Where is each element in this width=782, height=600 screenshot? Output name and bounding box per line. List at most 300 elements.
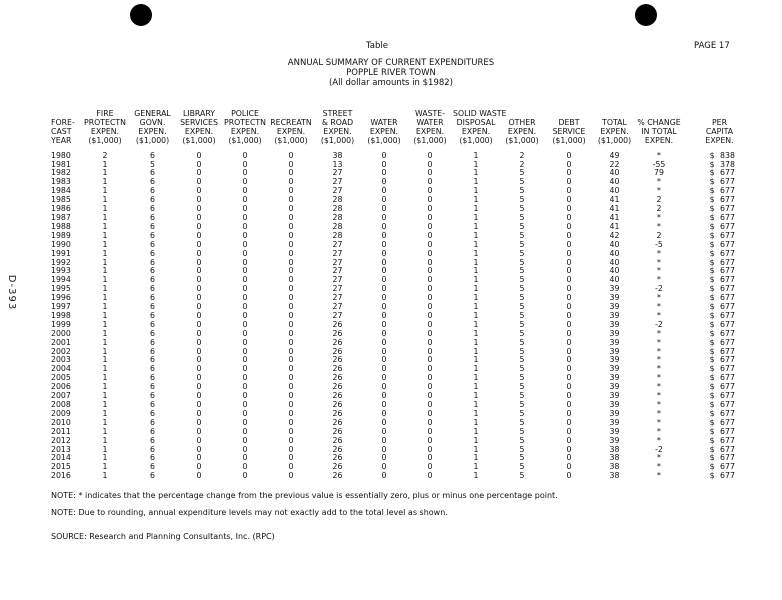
value-cell: 0 <box>566 426 572 436</box>
value-cell: 6 <box>150 266 155 276</box>
value-cell: 1 <box>102 239 108 249</box>
value-cell: 0 <box>196 293 202 303</box>
value-cell: 0 <box>242 275 248 285</box>
value-cell: 0 <box>242 426 248 436</box>
value-cell: 0 <box>427 391 433 401</box>
value-cell: 1 <box>102 319 108 329</box>
value-cell: 5 <box>519 382 525 392</box>
value-cell: 0 <box>196 435 202 445</box>
value-cell: 1 <box>102 195 108 205</box>
year-cell: 2016 <box>51 471 71 481</box>
value-cell: 27 <box>332 310 343 320</box>
value-cell: 0 <box>427 302 433 312</box>
per-capita-value: 677 <box>720 417 735 427</box>
value-cell: * <box>657 212 661 222</box>
value-cell: 5 <box>519 275 525 285</box>
value-cell: 0 <box>196 168 202 178</box>
dollar-sign: $ <box>709 204 715 214</box>
value-cell: 0 <box>381 364 387 374</box>
value-cell: 0 <box>427 453 433 463</box>
value-cell: 5 <box>519 310 525 320</box>
year-cell: 1984 <box>51 186 71 196</box>
dollar-sign: $ <box>709 364 715 374</box>
value-cell: 6 <box>150 426 155 436</box>
value-cell: 1 <box>102 186 108 196</box>
value-cell: 6 <box>150 248 155 258</box>
value-cell: 6 <box>150 328 155 338</box>
value-cell: 6 <box>150 186 155 196</box>
value-cell: 0 <box>566 186 572 196</box>
value-cell: 0 <box>427 337 433 347</box>
per-capita-value: 677 <box>720 435 735 445</box>
per-capita-value: 677 <box>720 177 735 187</box>
value-cell: 40 <box>609 239 620 249</box>
column-header-line: CAST <box>51 126 72 136</box>
value-cell: 26 <box>332 328 343 338</box>
value-cell: 5 <box>519 462 525 472</box>
value-cell: 0 <box>288 391 294 401</box>
per-capita-value: 677 <box>720 355 735 365</box>
value-cell: 0 <box>427 204 433 214</box>
value-cell: 0 <box>566 471 572 481</box>
per-capita-value: 677 <box>720 337 735 347</box>
table-row <box>51 437 757 446</box>
value-cell: 6 <box>150 355 155 365</box>
column-header-line: ($1,000) <box>274 135 308 145</box>
table-row <box>51 241 757 250</box>
value-cell: 26 <box>332 337 343 347</box>
table-row <box>51 446 757 455</box>
value-cell: 26 <box>332 355 343 365</box>
column-header <box>129 110 176 152</box>
column-header-line: RECREATN <box>270 117 312 127</box>
per-capita-value: 677 <box>720 284 735 294</box>
column-header <box>361 110 407 152</box>
value-cell: 0 <box>427 471 433 481</box>
per-capita-value: 677 <box>720 462 735 472</box>
column-header-line: PER <box>711 117 728 127</box>
value-cell: 0 <box>196 230 202 240</box>
value-cell: 27 <box>332 239 343 249</box>
value-cell: 6 <box>150 319 155 329</box>
per-capita-cell <box>682 472 757 481</box>
value-cell: 1 <box>473 471 479 481</box>
value-cell: 0 <box>566 310 572 320</box>
value-cell: 1 <box>473 257 479 267</box>
dollar-sign: $ <box>709 400 715 409</box>
value-cell: 28 <box>332 212 343 222</box>
column-header-line: STREET <box>322 109 353 118</box>
value-cell: 0 <box>381 310 387 320</box>
value-cell: 0 <box>381 257 387 267</box>
value-cell: 0 <box>427 150 433 160</box>
value-cell: 40 <box>609 177 620 187</box>
value-cell: 39 <box>609 355 620 365</box>
per-capita-value: 677 <box>720 239 735 249</box>
value-cell: 6 <box>150 284 155 294</box>
per-capita-value: 677 <box>720 221 735 231</box>
value-cell: 5 <box>519 293 525 303</box>
column-header-line: TOTAL <box>602 117 627 127</box>
value-cell: 6 <box>150 275 155 285</box>
per-capita-value: 677 <box>720 426 735 436</box>
per-capita-value: 677 <box>720 328 735 338</box>
value-cell: 6 <box>150 453 155 463</box>
value-cell: 0 <box>381 266 387 276</box>
value-cell: 0 <box>566 293 572 303</box>
value-cell: -5 <box>655 239 663 249</box>
value-cell: 0 <box>381 284 387 294</box>
value-cell: 38 <box>609 453 620 463</box>
value-cell: -2 <box>655 319 663 329</box>
value-cell: 5 <box>519 435 525 445</box>
dollar-sign: $ <box>709 382 715 392</box>
value-cell: 1 <box>473 212 479 222</box>
value-cell: 1 <box>473 355 479 365</box>
value-cell: 6 <box>150 391 155 401</box>
value-cell: * <box>657 355 661 365</box>
value-cell: 1 <box>473 284 479 294</box>
value-cell: 0 <box>242 257 248 267</box>
value-cell: 0 <box>288 239 294 249</box>
value-cell: 39 <box>609 435 620 445</box>
value-cell: 0 <box>288 159 294 169</box>
column-header-line: ($1,000) <box>597 135 632 145</box>
per-capita-value: 677 <box>720 444 735 454</box>
per-capita-value: 677 <box>720 230 735 240</box>
value-cell: 0 <box>566 373 572 383</box>
dollar-sign: $ <box>709 319 715 329</box>
table-row <box>51 214 757 223</box>
value-cell: 1 <box>102 453 108 463</box>
column-header-line: EXPEN. <box>705 135 734 145</box>
column-header <box>682 110 757 152</box>
value-cell: 0 <box>288 275 294 285</box>
value-cell: 1 <box>102 168 108 178</box>
value-cell: 0 <box>242 444 248 454</box>
column-header-line: EXPEN. <box>323 126 352 136</box>
value-cell: 0 <box>427 221 433 231</box>
punch-hole-right <box>635 4 657 26</box>
value-cell: 0 <box>288 204 294 214</box>
value-cell: -2 <box>655 284 663 294</box>
table-row <box>51 152 757 161</box>
value-cell: 6 <box>150 417 155 427</box>
value-cell: 2 <box>656 204 662 214</box>
value-cell: 0 <box>381 435 387 445</box>
table-row <box>51 365 757 374</box>
value-cell: 0 <box>381 400 387 409</box>
value-cell: 27 <box>332 177 343 187</box>
value-cell: 0 <box>288 373 294 383</box>
value-cell: 0 <box>288 150 294 160</box>
value-cell: 0 <box>427 408 433 418</box>
value-cell: * <box>657 248 661 258</box>
year-cell: 2003 <box>51 355 71 365</box>
year-cell: 1996 <box>51 293 71 303</box>
column-header-line: WATER <box>416 117 444 127</box>
value-cell: 26 <box>332 373 343 383</box>
value-cell: 38 <box>609 471 620 481</box>
value-cell: 6 <box>150 257 155 267</box>
table-row <box>51 232 757 241</box>
value-cell: 6 <box>150 310 155 320</box>
value-cell: 38 <box>332 150 343 160</box>
value-cell: 0 <box>242 471 248 481</box>
value-cell: 0 <box>288 408 294 418</box>
value-cell: 0 <box>242 159 248 169</box>
value-cell: 0 <box>242 391 248 401</box>
value-cell: 39 <box>609 426 620 436</box>
value-cell: 0 <box>196 248 202 258</box>
value-cell: 6 <box>150 435 155 445</box>
per-capita-value: 677 <box>720 212 735 222</box>
value-cell: 6 <box>150 444 155 454</box>
value-cell: 0 <box>566 355 572 365</box>
value-cell: 0 <box>381 346 387 356</box>
value-cell: 1 <box>473 453 479 463</box>
value-cell: 5 <box>519 471 525 481</box>
value-cell: * <box>657 400 661 409</box>
value-cell: 0 <box>427 239 433 249</box>
value-cell: 0 <box>288 302 294 312</box>
year-cell: 1991 <box>51 248 71 258</box>
value-cell: 6 <box>150 373 155 383</box>
dollar-sign: $ <box>709 471 715 481</box>
table-row <box>51 205 757 214</box>
value-cell: 0 <box>381 373 387 383</box>
value-cell: 0 <box>242 195 248 205</box>
column-header-line: YEAR <box>51 135 72 145</box>
per-capita-value: 677 <box>720 310 735 320</box>
value-cell: 1 <box>473 168 479 178</box>
column-header-line: SERVICES <box>180 117 218 127</box>
dollar-sign: $ <box>709 302 715 312</box>
value-cell: 27 <box>332 266 343 276</box>
value-cell: 0 <box>288 462 294 472</box>
value-cell: 0 <box>381 212 387 222</box>
value-cell: 0 <box>242 248 248 258</box>
value-cell: 0 <box>566 159 572 169</box>
year-cell: 1982 <box>51 168 71 178</box>
value-cell: 27 <box>332 275 343 285</box>
value-cell: 1 <box>473 417 479 427</box>
value-cell: 6 <box>150 239 155 249</box>
value-cell: 79 <box>654 168 664 178</box>
value-cell: 0 <box>288 177 294 187</box>
value-cell: 27 <box>332 293 343 303</box>
page-number: PAGE 17 <box>694 41 730 51</box>
value-cell: 6 <box>150 346 155 356</box>
value-cell: 6 <box>150 230 155 240</box>
value-cell: * <box>657 462 661 472</box>
column-header-line: EXPEN. <box>90 126 120 136</box>
value-cell: 41 <box>609 221 620 231</box>
value-cell: 26 <box>332 391 343 401</box>
value-cell: 0 <box>381 355 387 365</box>
value-cell: 0 <box>242 364 248 374</box>
value-cell: 0 <box>427 186 433 196</box>
value-cell: 0 <box>242 150 248 160</box>
value-cell: 0 <box>427 400 433 409</box>
year-cell: 2011 <box>51 426 71 436</box>
value-cell: 5 <box>519 204 525 214</box>
per-capita-value: 677 <box>720 373 735 383</box>
dollar-sign: $ <box>709 221 715 231</box>
value-cell: 28 <box>332 195 343 205</box>
year-cell: 1980 <box>51 150 71 160</box>
value-cell: 5 <box>150 159 155 169</box>
value-cell: 0 <box>196 319 202 329</box>
column-header-line: ($1,000) <box>413 135 447 145</box>
dollar-sign: $ <box>709 408 715 418</box>
value-cell: 0 <box>242 453 248 463</box>
column-header-line: ($1,000) <box>367 135 401 145</box>
value-cell: 1 <box>102 435 108 445</box>
value-cell: 39 <box>609 391 620 401</box>
per-capita-value: 677 <box>720 168 735 178</box>
value-cell: 0 <box>381 426 387 436</box>
per-capita-value: 677 <box>720 364 735 374</box>
value-cell: 0 <box>427 266 433 276</box>
value-cell: 0 <box>196 195 202 205</box>
value-cell: 0 <box>196 186 202 196</box>
table-row <box>51 463 757 472</box>
value-cell: 0 <box>242 462 248 472</box>
value-cell: 1 <box>473 150 479 160</box>
value-cell: 28 <box>332 230 343 240</box>
column-header-line: FORE- <box>51 117 75 127</box>
table-row <box>51 161 757 170</box>
value-cell: 26 <box>332 417 343 427</box>
value-cell: 1 <box>102 284 108 294</box>
value-cell: 26 <box>332 435 343 445</box>
value-cell: 0 <box>288 471 294 481</box>
per-capita-value: 677 <box>720 195 735 205</box>
value-cell: 0 <box>427 364 433 374</box>
value-cell: 39 <box>609 382 620 392</box>
value-cell: 6 <box>150 177 155 187</box>
value-cell: 5 <box>519 391 525 401</box>
dollar-sign: $ <box>709 248 715 258</box>
value-cell: 5 <box>519 186 525 196</box>
column-header-line: ($1,000) <box>182 135 216 145</box>
column-header-line: EXPEN. <box>369 126 399 136</box>
value-cell: 0 <box>288 195 294 205</box>
value-cell: * <box>657 364 661 374</box>
value-cell: 1 <box>102 400 108 409</box>
value-cell: 0 <box>566 391 572 401</box>
value-cell: 0 <box>381 248 387 258</box>
value-cell: 0 <box>427 195 433 205</box>
value-cell: 40 <box>609 275 620 285</box>
value-cell: 0 <box>196 408 202 418</box>
title-line: POPPLE RIVER TOWN <box>346 68 436 78</box>
value-cell: 6 <box>150 364 155 374</box>
value-cell: 0 <box>196 337 202 347</box>
dollar-sign: $ <box>709 426 715 436</box>
per-capita-value: 677 <box>720 186 735 196</box>
value-cell: 0 <box>381 391 387 401</box>
value-cell: 0 <box>196 212 202 222</box>
value-cell: 1 <box>473 195 479 205</box>
year-cell: 2001 <box>51 337 71 347</box>
value-cell: 2 <box>519 159 525 169</box>
value-cell: 5 <box>519 364 525 374</box>
value-cell: 1 <box>102 408 108 418</box>
value-cell: 0 <box>566 266 572 276</box>
value-cell: 0 <box>196 159 202 169</box>
value-cell: 0 <box>288 284 294 294</box>
column-header-line: EXPEN. <box>644 135 674 145</box>
value-cell: 0 <box>242 435 248 445</box>
value-cell: 1 <box>473 293 479 303</box>
value-cell: 6 <box>150 471 155 481</box>
value-cell: 41 <box>609 204 620 214</box>
value-cell: 5 <box>519 337 525 347</box>
year-cell: 1994 <box>51 275 71 285</box>
value-cell: 1 <box>102 275 108 285</box>
column-header <box>51 110 81 152</box>
value-cell: 0 <box>566 275 572 285</box>
value-cell: 1 <box>473 373 479 383</box>
value-cell: 5 <box>519 328 525 338</box>
value-cell: 0 <box>566 195 572 205</box>
value-cell: 6 <box>150 150 155 160</box>
value-cell: 1 <box>102 257 108 267</box>
column-header-line: PROTECTN <box>224 117 266 127</box>
value-cell: 26 <box>332 462 343 472</box>
value-cell: 0 <box>427 426 433 436</box>
value-cell: * <box>657 221 661 231</box>
value-cell: 6 <box>150 212 155 222</box>
dollar-sign: $ <box>709 177 715 187</box>
year-cell: 2012 <box>51 435 71 445</box>
value-cell: 0 <box>381 337 387 347</box>
value-cell: 26 <box>332 471 343 481</box>
dollar-sign: $ <box>709 284 715 294</box>
value-cell: 26 <box>332 426 343 436</box>
value-cell: 0 <box>196 373 202 383</box>
value-cell: 0 <box>288 248 294 258</box>
dollar-sign: $ <box>709 453 715 463</box>
column-header <box>593 110 636 152</box>
table-row <box>51 312 757 321</box>
value-cell: 5 <box>519 284 525 294</box>
value-cell: 1 <box>473 230 479 240</box>
per-capita-value: 677 <box>720 400 735 409</box>
dollar-sign: $ <box>709 391 715 401</box>
value-cell: 0 <box>196 471 202 481</box>
year-cell: 2015 <box>51 462 71 472</box>
column-header <box>268 110 314 152</box>
value-cell: * <box>657 471 661 481</box>
value-cell: 1 <box>102 310 108 320</box>
value-cell: 2 <box>519 150 525 160</box>
table-row <box>51 410 757 419</box>
column-header-line: EXPEN. <box>138 126 167 136</box>
value-cell: 39 <box>609 310 620 320</box>
dollar-sign: $ <box>709 462 715 472</box>
value-cell: 1 <box>102 373 108 383</box>
value-cell: 0 <box>566 453 572 463</box>
per-capita-value: 838 <box>720 150 735 160</box>
value-cell: 0 <box>427 444 433 454</box>
value-cell: 1 <box>102 364 108 374</box>
value-cell: 1 <box>102 230 108 240</box>
value-cell: 0 <box>566 257 572 267</box>
value-cell: 0 <box>427 462 433 472</box>
